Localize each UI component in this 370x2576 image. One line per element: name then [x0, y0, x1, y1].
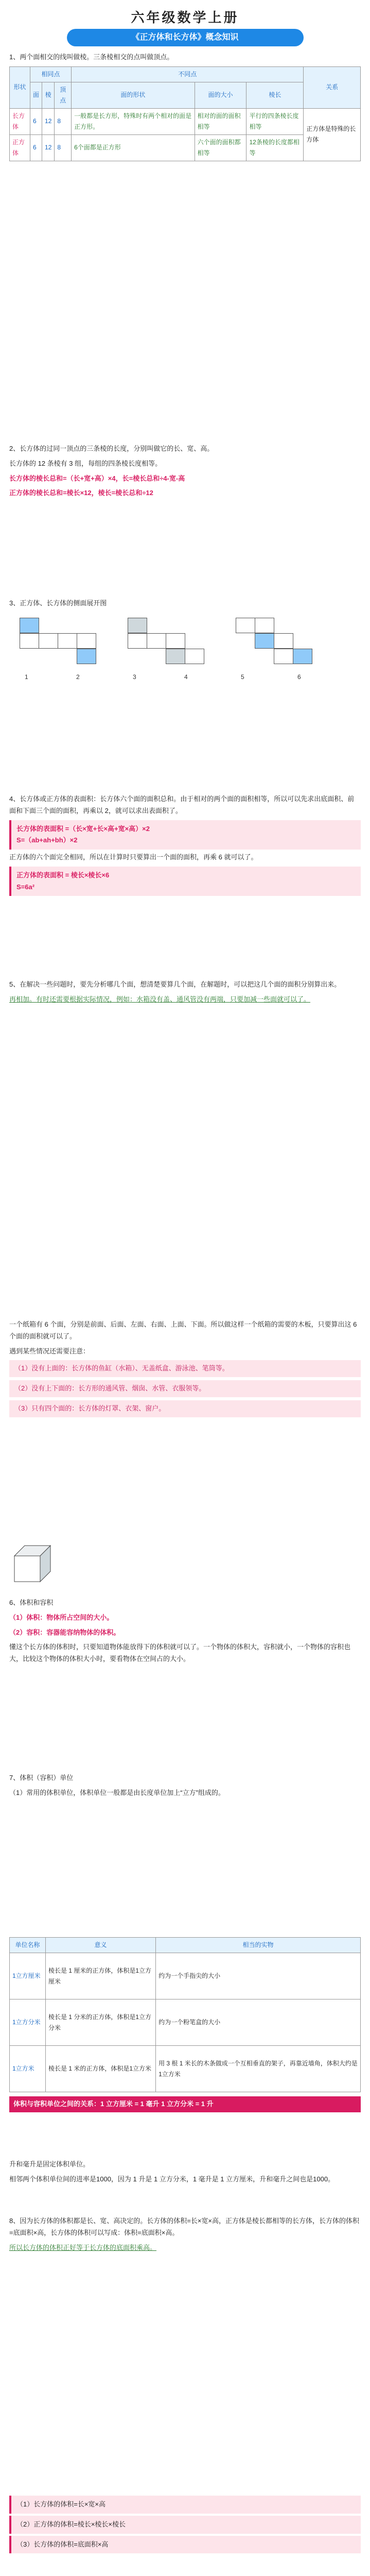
section-5 — [9, 979, 361, 1009]
net-cell — [255, 633, 274, 649]
row-face: 6 — [30, 108, 42, 134]
cuboid-area-letter-formula: S=（ab+ah+bh）×2 — [16, 836, 78, 844]
volume-formulas — [9, 2494, 361, 2555]
section-4 — [9, 793, 361, 898]
volume-formula: （3）长方体的体积=底面积×高 — [9, 2536, 361, 2554]
th-edge: 棱 — [42, 82, 55, 108]
page-title: 六年级数学上册 — [131, 10, 239, 25]
row-size: 六个面的面积都相等 — [195, 134, 246, 161]
row-shape: 6个面都是正方形 — [72, 134, 195, 161]
volume-def: （1）体积：物体所占空间的大小。 — [9, 1613, 114, 1621]
net-cell — [274, 633, 293, 649]
net-cell — [147, 633, 166, 649]
cube-area-intro: 正方体的六个面完全相同，所以在计算时只要算出一个面的面积，再乘 6 就可以了。 — [9, 853, 258, 861]
unit-object: 约为一个手指尖的大小 — [156, 1953, 361, 1999]
problem-tip-1: 5、在解决一些问题时，要先分析哪几个面，想清楚要算几个面，在解题时，可以把这几个面的面积分别算出来。 — [9, 980, 341, 988]
unit-title: 7、体积（容积）单位 — [9, 1774, 74, 1782]
row-edge: 12 — [42, 134, 55, 161]
section-6 — [9, 1319, 361, 1420]
box-faces: 一个纸箱有 6 个面，分别是前面、后面、左面、右面、上面、下面。所以做这样一个纸箱的需要的木板，只要算出这 6 个面的面积就可以了。 — [9, 1320, 357, 1340]
unit-object: 约为一个粉笔盒的大小 — [156, 1999, 361, 2046]
net-label: 2 — [76, 673, 80, 681]
section-1 — [9, 52, 361, 161]
net-cell — [166, 649, 185, 664]
unit-object: 用 3 根 1 米长的木条做成一个互相垂直的架子，再靠近墙角，体积大约是1立方米 — [156, 2046, 361, 2092]
liter-note: 升和毫升是固定体积单位。 — [9, 2160, 90, 2168]
volume-formula-intro: 8、因为长方体的体积都是长、宽、高决定的。长方体的体积=长×宽×高，正方体是棱长都相等的长方体，长方体的体积=底面积×高，长方体的体积可以写成：体积=底面积×高。 — [9, 2217, 360, 2236]
table-row — [10, 108, 361, 134]
row-name: 正方体 — [10, 134, 30, 161]
unit-table — [9, 1937, 361, 2092]
net-cell — [166, 633, 185, 649]
volume-formula-summary: 所以长方体的体积正好等于长方体的底面积乘高。 — [9, 2243, 157, 2251]
net-cell — [20, 618, 39, 633]
volume-title: 6、体积和容积 — [9, 1599, 54, 1606]
net-cell — [39, 633, 58, 649]
table-row — [10, 1999, 361, 2046]
unit-meaning: 棱长是 1 分米的正方体，体积是1立方分米 — [46, 1999, 156, 2046]
volume-formula: （2）正方体的体积=棱长×棱长×棱长 — [9, 2516, 361, 2534]
section-9 — [9, 2159, 361, 2189]
special-case: （3）只有四个面的：长方体的灯罩、衣架、窗户。 — [9, 1400, 361, 1417]
net-label: 1 — [25, 673, 28, 681]
section-7 — [9, 1540, 361, 1668]
th-face: 面 — [30, 82, 42, 108]
cube-area-formula: 正方体的表面积 = 棱长×棱长×6 — [16, 871, 110, 879]
topic-banner: 《正方体和长方体》概念知识 — [67, 29, 304, 46]
unit-name: 1立方分米 — [10, 1999, 46, 2046]
special-case: （1）没有上面的：长方体的鱼缸（水箱）、无盖纸盒、游泳池、笔筒等。 — [9, 1360, 361, 1377]
net-label: 4 — [184, 673, 188, 681]
th-face-size: 面的大小 — [195, 82, 246, 108]
cube-edge-formula: 正方体的棱长总和=棱长×12，棱长=棱长总和÷12 — [9, 489, 153, 497]
th-vertex: 顶点 — [55, 82, 72, 108]
net-cell — [185, 649, 204, 664]
th-shape: 形状 — [10, 66, 30, 108]
net-cell — [58, 633, 77, 649]
net-cell — [77, 649, 96, 664]
section-2 — [9, 443, 361, 502]
net-cell — [274, 649, 293, 664]
net-diagram — [9, 613, 361, 690]
unit-intro: （1）常用的体积单位，体积单位一般都是由长度单位加上“立方”组成的。 — [9, 1788, 225, 1797]
cube-icon — [9, 1540, 56, 1587]
net-cell — [77, 633, 96, 649]
volume-note: 懂这个长方体的体积时，只要知道物体能放得下的体积就可以了。一个物体的体积大，容积就小，一个物体的容积也大，比较这个物体的体积大小时，要看物体在空间占的大小。 — [9, 1643, 351, 1663]
formula-box — [9, 820, 361, 850]
table-row — [10, 1953, 361, 1999]
row-edge: 12 — [42, 108, 55, 134]
net-label: 6 — [297, 673, 301, 681]
th-face-shape: 面的形状 — [72, 82, 195, 108]
rate-note: 相邻两个体积单位间的进率是1000，因为 1 升是 1 立方分米，1 毫升是 1 立方厘米，升和毫升之间也是1000。 — [9, 2175, 335, 2183]
unit-meaning: 棱长是 1 厘米的正方体，体积是1立方厘米 — [46, 1953, 156, 1999]
nets-title: 3、正方体、长方体的侧面展开图 — [9, 599, 107, 607]
special-cases-title: 遇到某些情况还需要注意： — [9, 1347, 90, 1355]
problem-tip-2: 再相加。有时还需要根据实际情况，例如：水箱没有盖、通风管没有两端，只要加减一些面就可以了。 — [9, 995, 311, 1003]
row-vertex: 8 — [55, 134, 72, 161]
cube-area-letter-formula: S=6a² — [16, 883, 35, 891]
section-10 — [9, 2215, 361, 2257]
unit-name: 1立方厘米 — [10, 1953, 46, 1999]
row-len: 12条棱的长度都相等 — [246, 134, 304, 161]
edge-intro: 2、长方体的过同一顶点的三条棱的长度，分别叫做它的长、宽、高。 — [9, 445, 214, 452]
net-label: 5 — [241, 673, 244, 681]
net-cell — [255, 618, 274, 633]
special-case: （2）没有上下面的：长方形的通风管、烟囱、水管、衣服领等。 — [9, 1380, 361, 1397]
row-len: 平行的四条棱长度相等 — [246, 108, 304, 134]
net-cell — [293, 649, 312, 664]
net-cell — [128, 618, 147, 633]
unit-relation-note: 体积与容积单位之间的关系：1 立方厘米 = 1 毫升 1 立方分米 = 1 升 — [9, 2096, 361, 2112]
row-face: 6 — [30, 134, 42, 161]
th-meaning: 意义 — [46, 1938, 156, 1953]
capacity-def: （2）容积：容器能容纳物体的体积。 — [9, 1628, 120, 1636]
unit-table-section — [9, 1937, 361, 2112]
net-cell — [20, 633, 39, 649]
formula-box — [9, 867, 361, 896]
row-name: 长方体 — [10, 108, 30, 134]
th-diff: 不同点 — [72, 66, 304, 82]
cube-diagram — [9, 1540, 361, 1597]
cuboid-edge-formula: 长方体的棱长总和=（长+宽+高）×4，长=棱长总和÷4-宽-高 — [9, 474, 185, 482]
th-same: 相同点 — [30, 66, 72, 82]
section-1-intro: 1、两个面相交的线叫做棱。三条棱相交的点叫做顶点。 — [9, 53, 174, 61]
section-3 — [9, 598, 361, 690]
unit-meaning: 棱长是 1 米的正方体，体积是1立方米 — [46, 2046, 156, 2092]
net-cell — [236, 618, 255, 633]
th-rel: 关系 — [304, 66, 361, 108]
th-unit: 单位名称 — [10, 1938, 46, 1953]
table-row — [10, 2046, 361, 2092]
th-object: 相当的实物 — [156, 1938, 361, 1953]
comparison-table — [9, 66, 361, 161]
unit-name: 1立方米 — [10, 2046, 46, 2092]
edge-groups: 长方体的 12 条棱有 3 组，每组的四条棱长度相等。 — [9, 459, 162, 467]
cuboid-area-formula: 长方体的表面积 =（长×宽+长×高+宽×高）×2 — [16, 824, 150, 833]
volume-formula: （1）长方体的体积=长×宽×高 — [9, 2496, 361, 2514]
row-vertex: 8 — [55, 108, 72, 134]
row-size: 相对的面的面积相等 — [195, 108, 246, 134]
net-label: 3 — [133, 673, 136, 681]
row-shape: 一般都是长方形，特殊时有两个相对的面是正方形。 — [72, 108, 195, 134]
section-8 — [9, 1772, 361, 1802]
row-rel: 正方体是特殊的长方体 — [304, 108, 361, 161]
net-cell — [128, 633, 147, 649]
surface-area-intro: 4、长方体或正方体的表面积：长方体六个面的面积总和。由于相对的两个面的面积相等，所以可以先求出底面积、前面和下面三个面的面积，再乘以 2，就可以求出表面积了。 — [9, 795, 355, 815]
th-edge-len: 棱长 — [246, 82, 304, 108]
